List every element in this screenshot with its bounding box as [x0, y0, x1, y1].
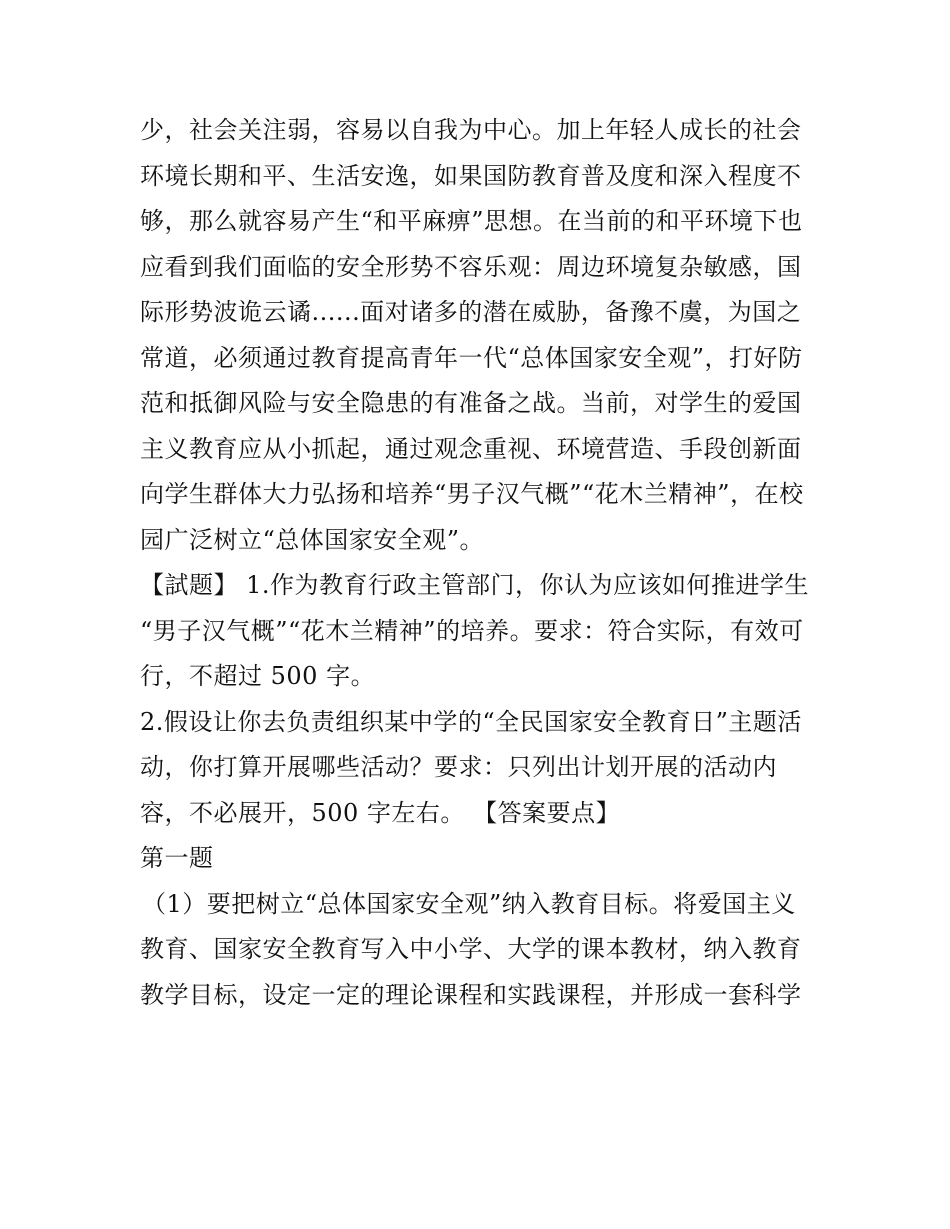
- text-line: 教育、国家安全教育写入中小学、大学的课本教材，纳入教育: [140, 935, 802, 963]
- text-line: 教学目标，设定一定的理论课程和实践课程，并形成一套科学: [140, 980, 802, 1009]
- section-heading: 第一题: [140, 844, 214, 872]
- text-line: 向学生群体大力弘扬和培养“男子汉气概”“花木兰精神”，在校: [140, 480, 804, 508]
- text-line: 应看到我们面临的安全形势不容乐观：周边环境复杂敏感，国: [140, 252, 802, 281]
- text-line: 常道，必须通过教育提高青年一代“总体国家安全观”，打好防: [140, 343, 803, 372]
- text-line: 少，社会关注弱，容易以自我为中心。加上年轻人成长的社会: [140, 116, 802, 144]
- text-line: （1）要把树立“总体国家安全观”纳入教育目标。将爱国主义: [142, 889, 796, 918]
- text-line: 够，那么就容易产生“和平麻痹”思想。在当前的和平环境下也: [140, 207, 803, 235]
- text-line: 环境长期和平、生活安逸，如果国防教育普及度和深入程度不: [140, 161, 802, 190]
- answer-heading-line: 容，不必展开，500 字左右。 【答案要点】: [140, 798, 621, 827]
- text-line: 范和抵御风险与安全隐患的有准备之战。当前，对学生的爱国: [140, 389, 802, 417]
- document-body: [140, 108, 820, 1018]
- text-line: 2.假设让你去负责组织某中学的“全民国家安全教育日”主题活: [140, 707, 802, 736]
- question-heading-line: 【試题】 1.作为教育行政主管部门，你认为应该如何推进学生: [140, 571, 810, 599]
- text-line: 行，不超过 500 字。: [140, 662, 376, 690]
- text-line: 际形势波诡云谲......面对诸多的潜在威胁，备豫不虞，为国之: [140, 298, 802, 326]
- text-line: 动，你打算开展哪些活动？要求：只列出计划开展的活动内: [140, 753, 777, 781]
- text-line: “男子汉气概”“花木兰精神”的培养。要求：符合实际，有效可: [140, 616, 804, 645]
- text-line: 主义教育应从小抓起，通过观念重视、环境营造、手段创新面: [140, 434, 802, 463]
- text-line: 园广泛树立“总体国家安全观”。: [140, 525, 485, 554]
